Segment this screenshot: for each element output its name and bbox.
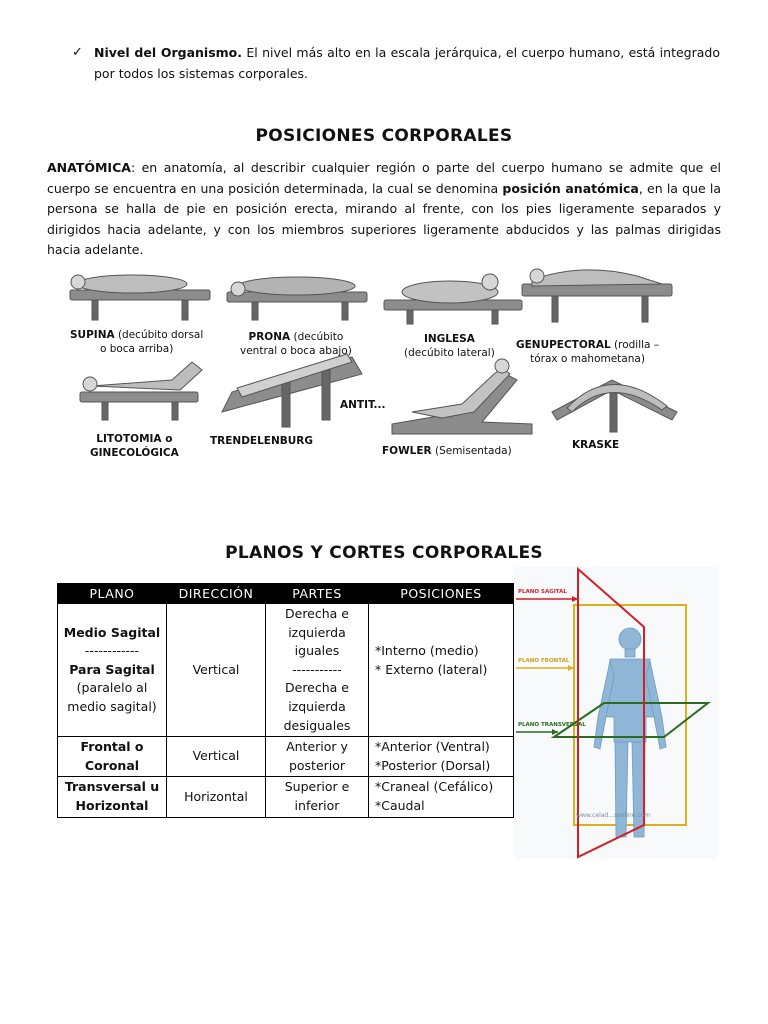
header-posiciones: POSICIONES [369,584,514,604]
header-direccion: DIRECCIÓN [167,584,266,604]
cell-plano: Frontal o Coronal [58,737,167,777]
para-text-a: : en anatomía, al describir cualquier región o parte del cuerpo humano se admite que el cuerpo se encuentra en una posición determinada, la cual se denomina [47,160,721,196]
bullet-term: Nivel del Organismo. [94,45,242,60]
cell-partes: Anterior y posterior [266,737,369,777]
table-row [58,737,514,777]
header-plano: PLANO [58,584,167,604]
para-text-b: , en la que la persona se halla de pie en posición erecta, mirando al frente, con los pies ligeramente separados y dirigidos hacia adelante, y con los miembros superiores ligeramente abducidos y las palmas dirigidas hacia adelante. [47,180,722,258]
cell-posiciones: *Craneal (Cefálico) *Caudal [369,777,514,817]
header-partes: PARTES [266,584,369,604]
label-antit: ANTIT... [340,399,386,411]
label-supina: SUPINA (decúbito dorsal o boca arriba) [70,329,204,355]
cell-posiciones: *Anterior (Ventral) *Posterior (Dorsal) [369,737,514,777]
label-prona: PRONA (decúbito ventral o boca abajo) [240,331,352,357]
cell-plano: Medio Sagital ------------ Para Sagital (paralelo al medio sagital) [58,604,167,737]
section-title-planos: PLANOS Y CORTES CORPORALES [225,543,543,563]
anatomical-paragraph [47,158,721,261]
bullet-text [94,42,720,84]
label-plano-sagital: PLANO SAGITAL [518,589,567,595]
cell-posiciones: *Interno (medio) * Externo (lateral) [369,604,514,737]
label-litotomia: LITOTOMIA o GINECOLÓGICA [90,433,179,459]
label-genupectoral: GENUPECTORAL (rodilla – tórax o mahometana) [516,339,660,365]
cell-partes: Derecha e izquierda iguales ----------- Derecha e izquierda desiguales [266,604,369,737]
bold-term: posición anatómica [502,180,639,196]
label-kraske: KRASKE [572,439,620,451]
section-title-posiciones: POSICIONES CORPORALES [255,126,513,146]
cell-direccion: Vertical [167,737,266,777]
checkmark-icon: ✓ [72,45,83,60]
organism-level-bullet [72,42,720,84]
cell-direccion: Horizontal [167,777,266,817]
body-planes-svg [514,567,718,859]
label-plano-frontal: PLANO FRONTAL [518,658,570,664]
label-plano-transversal: PLANO TRANSVERSAL [518,722,586,728]
cell-direccion: Vertical [167,604,266,737]
table-header-row [58,584,514,604]
bullet-body: El nivel más alto en la escala jerárquica, el cuerpo humano, está integrado por todos los sistemas corporales. [94,45,720,81]
label-trendelenburg: TRENDELENBURG [210,435,313,447]
table-row [58,604,514,737]
cell-plano: Transversal u Horizontal [58,777,167,817]
watermark-text: www.celad...sonline.com [576,812,651,819]
cell-partes: Superior e inferior [266,777,369,817]
planes-table [57,583,514,818]
label-inglesa: INGLESA (decúbito lateral) [404,333,495,359]
body-planes-figure [514,567,718,859]
label-fowler: FOWLER (Semisentada) [382,445,512,457]
body-positions-image [62,262,688,468]
table-row [58,777,514,817]
lead-term: ANATÓMICA [47,160,131,175]
